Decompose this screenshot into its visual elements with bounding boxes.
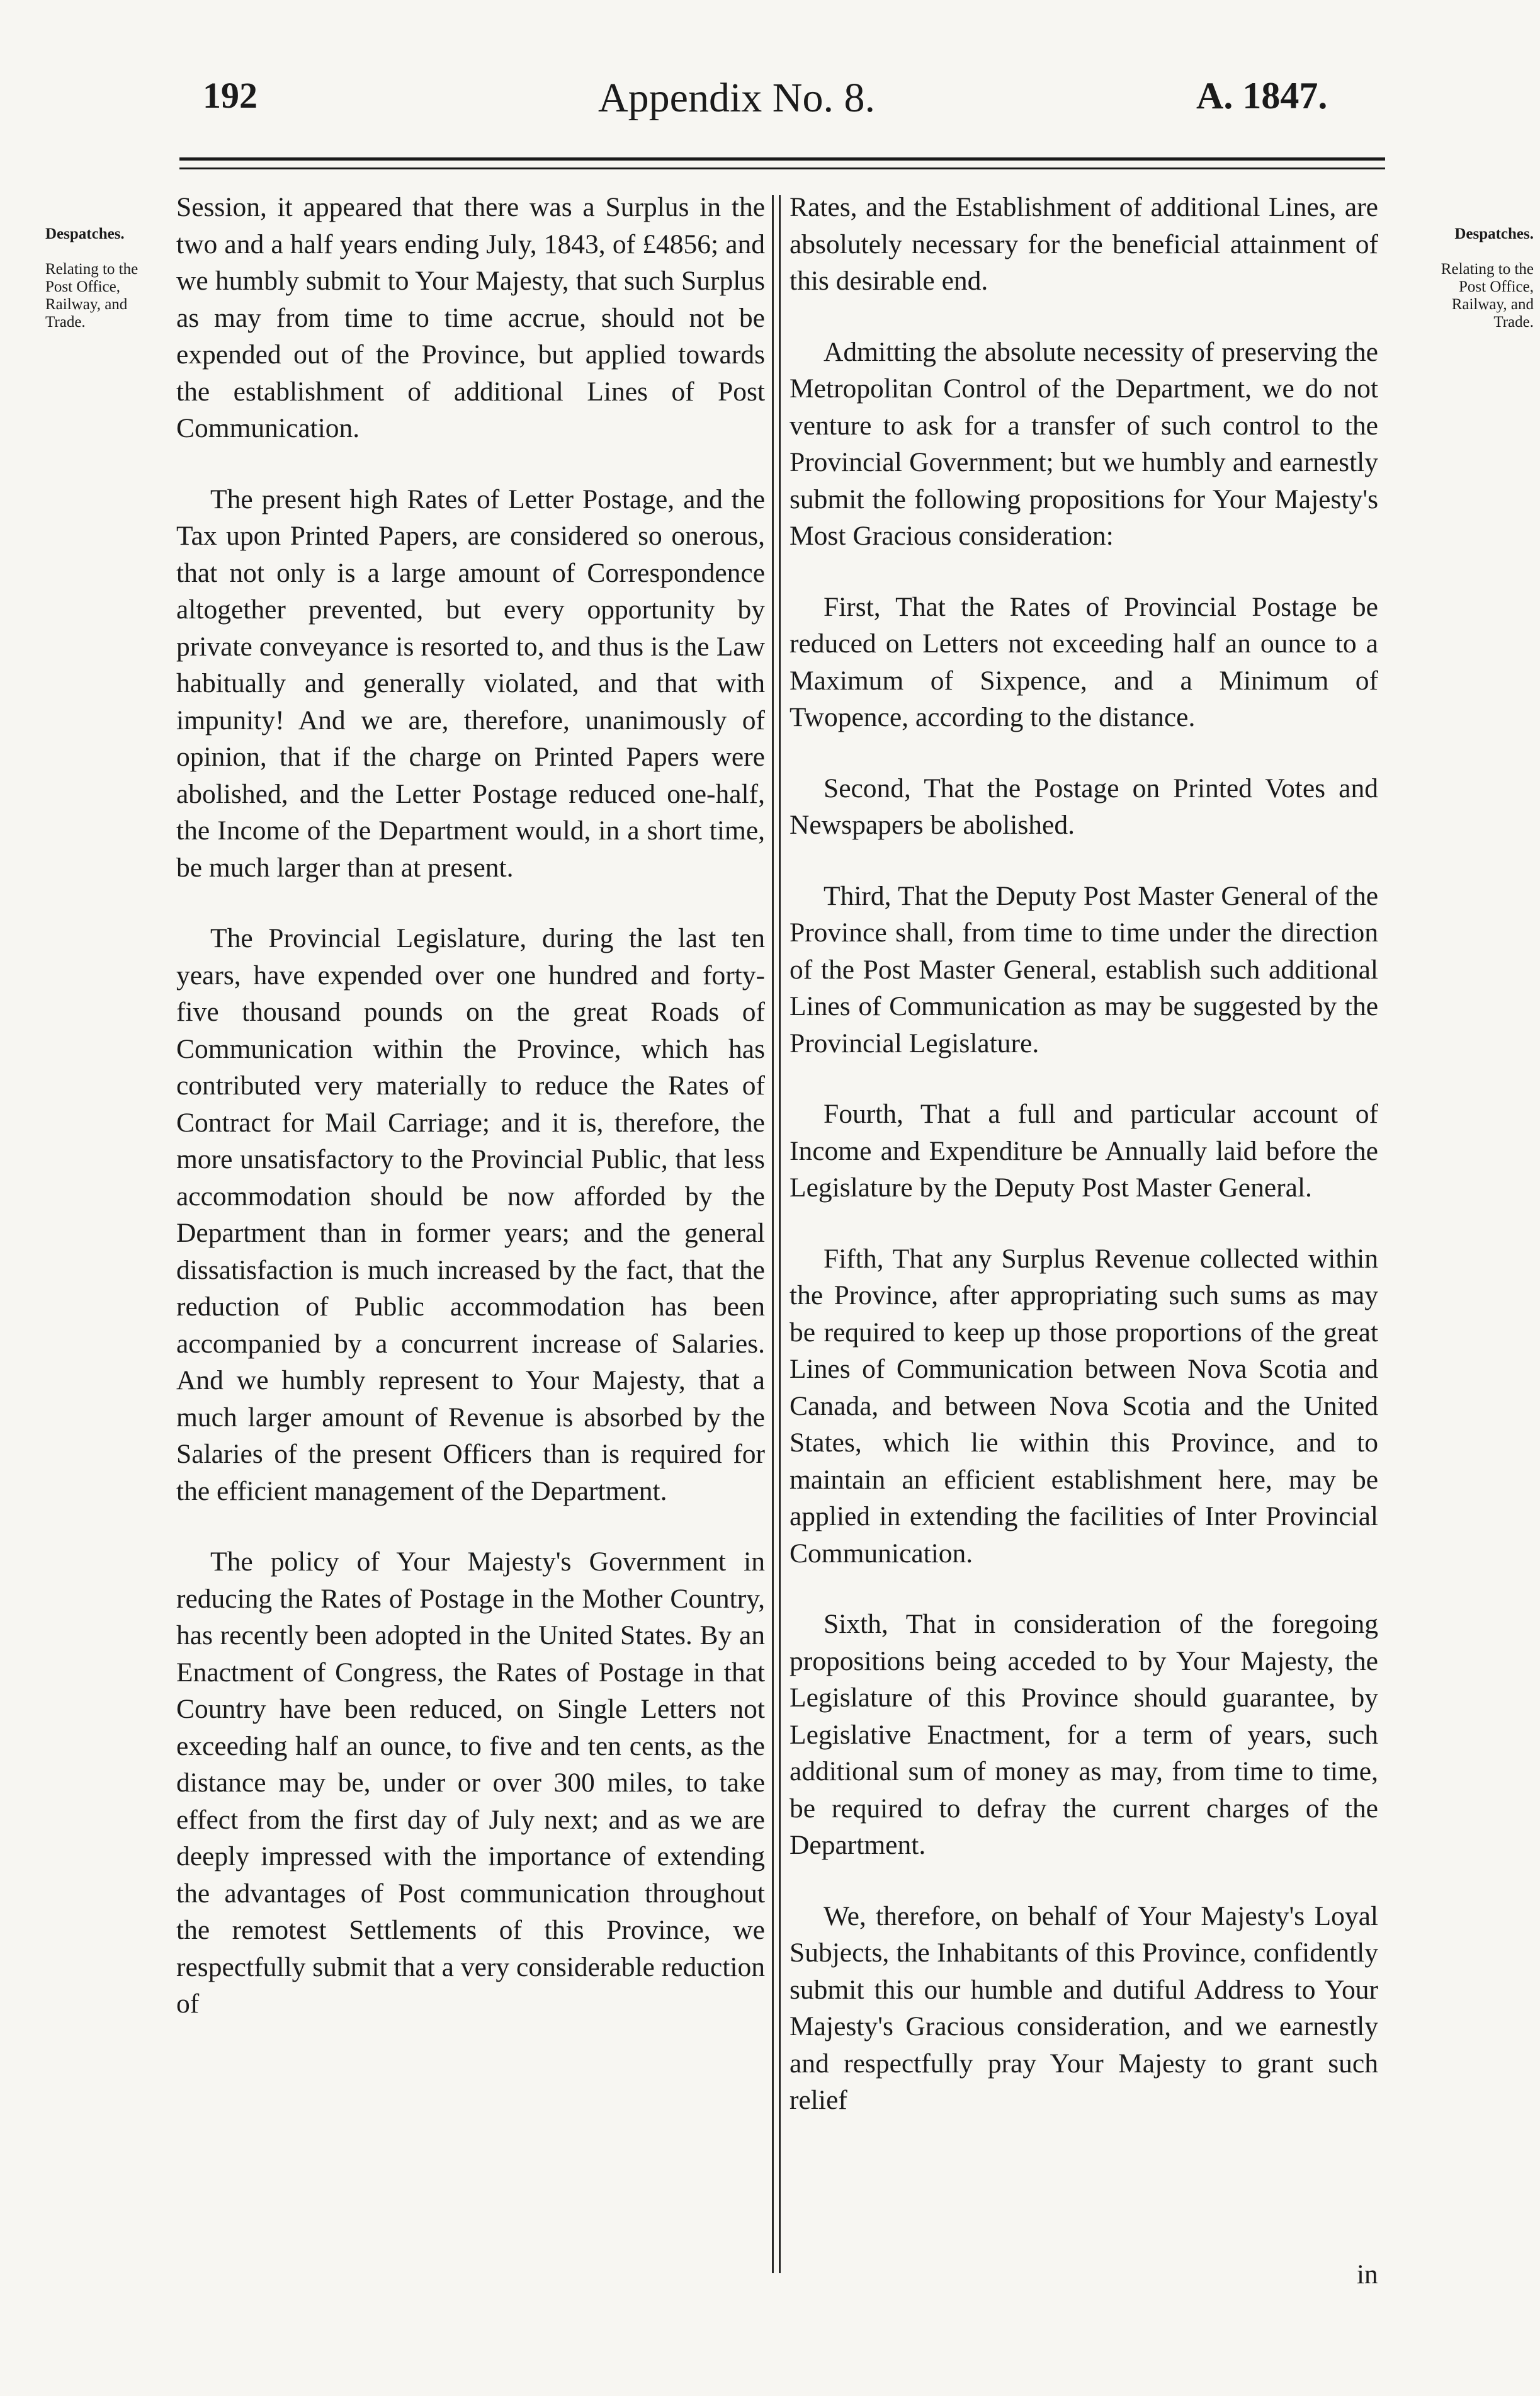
paragraph: The Provincial Legislature, during the last ten years, have expended over one hundred and forty-five thousand pounds on the great Roads of Communication within the Province, which has contributed very materially to reduce the Rates of Contract for Mail Carriage; and it is, therefore, the more unsatisfactory to the Provincial Public, that less accommodation should be now afforded by the Department than in former years; and the general dissatisfaction is much increased by the fact, that the reduction of Public accommodation has been accompanied by a concurrent increase of Salaries. And we humbly represent to Your Majesty, that a much larger amount of Revenue is absorbed by the Salaries of the present Officers than is required for the efficient management of the Department. (176, 923, 765, 1506)
right-marginal-note (1383, 208, 1534, 349)
header-rule-thin (179, 167, 1385, 169)
paragraph: Session, it appeared that there was a Surplus in the two and a half years ending July, 1843, of £4856; and we humbly submit to Your Majesty, that such Surplus as may from time to time accrue, should not be expended out of the Province, but applied towards the establishment of additional Lines of Post Communication. (176, 192, 765, 443)
running-title: Appendix No. 8. (598, 75, 875, 121)
right-column (790, 189, 1378, 2153)
paragraph: We, therefore, on behalf of Your Majesty's Loyal Subjects, the Inhabitants of this Province, confidently submit this our humble and dutiful Address to Your Majesty's Gracious consideration, and we earnestly and respectfully pray Your Majesty to grant such relief (790, 1900, 1378, 2115)
header-rule-thick (179, 157, 1385, 161)
paragraph: Fifth, That any Surplus Revenue collected within the Province, after appropriating such sums as may be required to keep up those proportions of the great Lines of Communication between Nova Scotia and Canada, and between Nova Scotia and the United States, which lie within this Province, and to maintain an efficient establishment here, may be applied in extending the facilities of Inter Provincial Communication. (790, 1243, 1378, 1569)
right-marginal-body: Relating to the Post Office, Railway, and Trade. (1441, 261, 1534, 331)
paragraph: Sixth, That in consideration of the foregoing propositions being acceded to by Your Majesty, the Legislature of this Province should guarantee, by Legislative Enactment, for a term of years, such additional sum of money as may, from time to time, be required to defray the current charges of the Department. (790, 1609, 1378, 1860)
left-marginal-body: Relating to the Post Office, Railway, and Trade. (45, 261, 139, 331)
paragraph: Admitting the absolute necessity of preserving the Metropolitan Control of the Department, we do not venture to ask for a transfer of such control to the Provincial Government; but we humbly and earnestly submit the following propositions for Your Majesty's Most Gracious consideration: (790, 336, 1378, 551)
paragraph: Third, That the Deputy Post Master General of the Province shall, from time to time under the direction of the Post Master General, establish such additional Lines of Communication as may be suggested by the Provincial Legislature. (790, 880, 1378, 1059)
year-mark: A. 1847. (1196, 75, 1328, 116)
paragraph: First, That the Rates of Provincial Postage be reduced on Letters not exceeding half an ounce to a Maximum of Sixpence, and a Minimum of Twopence, according to the distance. (790, 591, 1378, 732)
catchword: in (1357, 2260, 1378, 2290)
left-marginal-heading: Despatches. (45, 225, 125, 242)
paragraph: The present high Rates of Letter Postage, and the Tax upon Printed Papers, are considered so onerous, that not only is a large amount of Correspondence altogether prevented, but every opportunity by private conveyance is resorted to, and thus is the Law habitually and generally violated, and that with impunity! And we are, therefore, unanimously of opinion, that if the charge on Printed Papers were abolished, and the Letter Postage reduced one-half, the Income of the Department would, in a short time, be much larger than at present. (176, 484, 765, 883)
column-divider-right (779, 195, 781, 2273)
paragraph: The policy of Your Majesty's Government in reducing the Rates of Postage in the Mother Country, has recently been adopted in the United States. By an Enactment of Congress, the Rates of Postage in that Country have been reduced, on Single Letters not exceeding half an ounce, to five and ten cents, as the distance may be, under or over 300 miles, to take effect from the first day of July next; and as we are deeply impressed with the importance of extending the advantages of Post communication throughout the remotest Settlements of this Province, we respectfully submit that a very considerable reduction of (176, 1547, 765, 2019)
left-marginal-note (45, 208, 171, 349)
paragraph: Fourth, That a full and particular account of Income and Expenditure be Annually laid before the Legislature by the Deputy Post Master General. (790, 1099, 1378, 1203)
paragraph: Second, That the Postage on Printed Votes and Newspapers be abolished. (790, 773, 1378, 840)
left-column (176, 189, 765, 2057)
right-marginal-heading: Despatches. (1454, 225, 1534, 242)
page-number: 192 (203, 75, 258, 116)
column-divider-left (772, 195, 774, 2273)
paragraph: Rates, and the Establishment of additional Lines, are absolutely necessary for the beneficial attainment of this desirable end. (790, 192, 1378, 296)
